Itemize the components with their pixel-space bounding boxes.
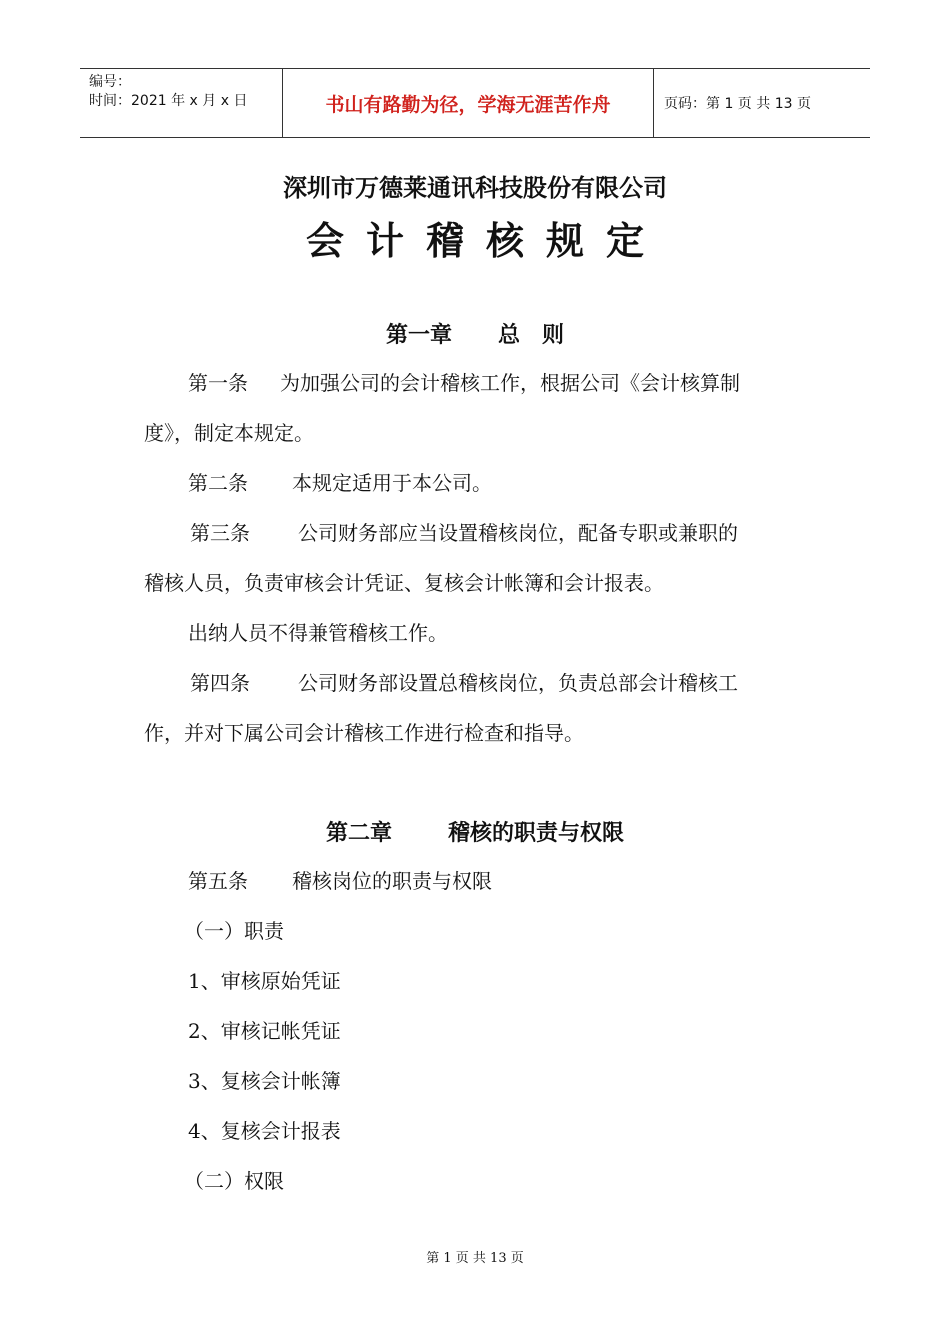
header-meta xyxy=(80,69,282,137)
article-5-label: 第五条 xyxy=(188,869,248,893)
article-3-extra: 出纳人员不得兼管稽核工作。 xyxy=(188,621,448,645)
page-header xyxy=(80,68,870,138)
page-footer: 第 1 页 共 13 页 xyxy=(426,1251,524,1266)
article-4-label: 第四条 xyxy=(190,671,250,695)
chapter-1-title: 总 则 xyxy=(498,322,565,348)
article-3-text-cont: 稽核人员，负责审核会计凭证、复核会计帐簿和会计报表。 xyxy=(144,571,664,595)
article-3 xyxy=(144,508,814,658)
article-3-text: 公司财务部应当设置稽核岗位，配备专职或兼职的 xyxy=(298,521,738,545)
duty-item: 2、审核记帐凭证 xyxy=(188,1019,341,1043)
chapter-2-number: 第二章 xyxy=(325,820,392,846)
article-5-text: 稽核岗位的职责与权限 xyxy=(292,869,492,893)
chapter-1-number: 第一章 xyxy=(385,322,452,348)
article-4 xyxy=(144,658,814,758)
duty-item: 3、复核会计帐簿 xyxy=(188,1069,341,1093)
header-page-info: 页码：第 1 页 共 13 页 xyxy=(664,96,811,112)
article-1-label: 第一条 xyxy=(188,371,248,395)
document-title: 会计稽核规定 xyxy=(305,218,666,263)
article-2 xyxy=(144,458,814,508)
header-motto: 书山有路勤为径，学海无涯苦作舟 xyxy=(282,69,654,137)
document-number-label: 编号： xyxy=(89,74,131,90)
article-4-text: 公司财务部设置总稽核岗位，负责总部会计稽核工 xyxy=(298,671,738,695)
article-2-label: 第二条 xyxy=(188,471,248,495)
article-1-text: 为加强公司的会计稽核工作，根据公司《会计核算制 xyxy=(280,371,740,395)
article-5 xyxy=(144,856,814,906)
article-1-text-cont: 度》，制定本规定。 xyxy=(144,421,314,445)
document-date: 时间：2021 年 x 月 x 日 xyxy=(89,93,248,109)
duties-heading: （一）职责 xyxy=(184,919,284,943)
chapter-1-heading xyxy=(0,318,950,349)
company-name: 深圳市万德莱通讯科技股份有限公司 xyxy=(283,173,667,202)
powers-heading: （二）权限 xyxy=(184,1169,284,1193)
duty-item: 1、审核原始凭证 xyxy=(188,969,341,993)
chapter-2-heading xyxy=(0,816,950,847)
article-2-text: 本规定适用于本公司。 xyxy=(292,471,492,495)
article-1 xyxy=(144,358,814,458)
article-3-label: 第三条 xyxy=(190,521,250,545)
duty-item: 4、复核会计报表 xyxy=(188,1119,341,1143)
article-4-text-cont: 作，并对下属公司会计稽核工作进行检查和指导。 xyxy=(144,721,584,745)
chapter-2-title: 稽核的职责与权限 xyxy=(448,820,625,846)
